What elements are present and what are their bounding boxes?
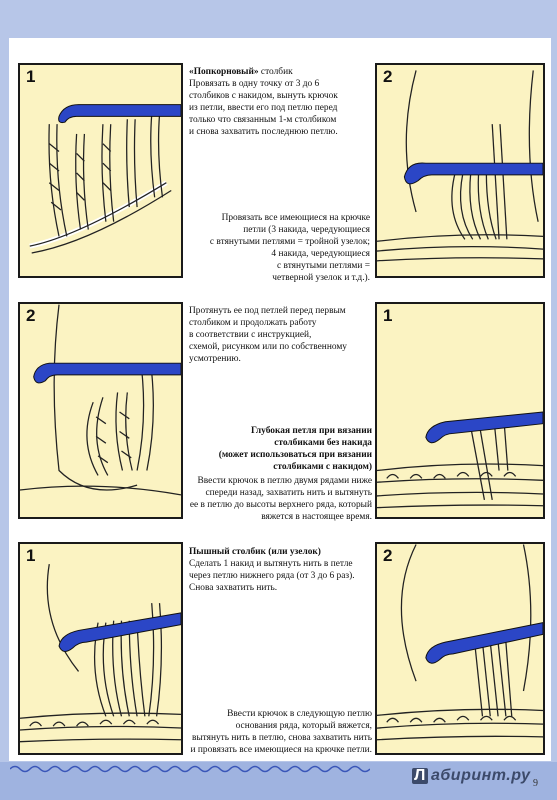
text-line: только что связанным 1-м столбиком (189, 115, 337, 125)
text-line: Провязать в одну точку от 3 до 6 (189, 79, 320, 89)
continue-work-text (189, 305, 371, 365)
illustration-panel-puff-2 (375, 542, 545, 755)
puff-stitch-text-right (186, 708, 372, 756)
illustration-panel-deep-loop-1 (375, 302, 545, 519)
step-number: 1 (26, 67, 36, 86)
watermark-logo (412, 767, 531, 785)
text-line: Ввести крючок в петлю двумя рядами ниже (197, 476, 372, 486)
puff-stitch-drawing-2 (377, 544, 543, 753)
text-line: ее в петлю до высоты верхнего ряда, который (189, 500, 372, 510)
text-line: через петлю нижнего ряда (от 3 до 6 раз). (189, 571, 355, 581)
text-line: и провязать все имеющиеся на крючке петли. (190, 745, 372, 755)
deep-loop-drawing (377, 304, 543, 517)
text-line: 4 накида, чередующиеся (271, 249, 370, 259)
puff-stitch-drawing (20, 544, 181, 753)
text-line: и снова захватить последнюю петлю. (189, 127, 338, 137)
text-line: петли (3 накида, чередующиеся (243, 225, 370, 235)
illustration-panel-popcorn-1 (18, 63, 183, 278)
title-line: столбиками без накида (274, 438, 372, 448)
popcorn-finish-drawing (20, 304, 181, 517)
step-number: 2 (383, 546, 393, 565)
logo-text: абиринт.ру (431, 767, 531, 784)
illustration-panel-puff-1 (18, 542, 183, 755)
text-line: в соответствии с инструкцией, (189, 330, 312, 340)
text-line: с втянутыми петлями = (277, 261, 370, 271)
text-line: с втянутыми петлями = тройной узелок; (209, 237, 370, 247)
popcorn-stitch-drawing-2 (377, 65, 543, 276)
popcorn-stitch-text (189, 66, 369, 138)
deep-loop-text (186, 475, 372, 523)
section-title: Пышный столбик (или узелок) (189, 547, 321, 557)
text-line: Сделать 1 накид и вытянуть нить в петле (189, 559, 353, 569)
text-line: столбиков с накидом, вынуть крючок (189, 91, 338, 101)
step-number: 2 (26, 306, 36, 325)
text-line: Провязать все имеющиеся на крючке (221, 213, 370, 223)
title-line: столбиками с накидом) (273, 462, 372, 472)
text-line: усмотрению. (189, 354, 241, 364)
illustration-panel-popcorn-2 (375, 63, 545, 278)
title-line: Глубокая петля при вязании (251, 426, 372, 436)
text-line: из петли, ввести его под петлю перед (189, 103, 338, 113)
page-number: 9 (533, 778, 538, 789)
text-line: основания ряда, который вяжется, (235, 721, 372, 731)
text-line: Ввести крючок в следующую петлю (227, 709, 372, 719)
text-line: вытянуть нить в петлю, снова захватить нить (191, 733, 372, 743)
popcorn-stitch-drawing (20, 65, 181, 276)
text-line: вяжется в настоящее время. (261, 512, 372, 522)
text-line: Протянуть ее под петлей перед первым (189, 306, 346, 316)
step-number: 1 (26, 546, 36, 565)
popcorn-stitch-text-right (190, 212, 370, 284)
puff-stitch-text (189, 546, 371, 594)
illustration-panel-popcorn-3 (18, 302, 183, 519)
text-line: четверной узелок и т.д.). (272, 273, 370, 283)
text-line: Снова захватить нить. (189, 583, 278, 593)
title-line: (может использоваться при вязании (218, 450, 372, 460)
section-title: «Попкорновый» столбик (189, 67, 293, 77)
step-number: 1 (383, 306, 393, 325)
step-number: 2 (383, 67, 393, 86)
deep-loop-title (186, 425, 372, 473)
logo-letter: Л (412, 768, 428, 784)
text-line: столбиком и продолжать работу (189, 318, 317, 328)
wave-border (10, 764, 370, 774)
text-line: схемой, рисунком или по собственному (189, 342, 347, 352)
text-line: спереди назад, захватить нить и вытянуть (205, 488, 372, 498)
